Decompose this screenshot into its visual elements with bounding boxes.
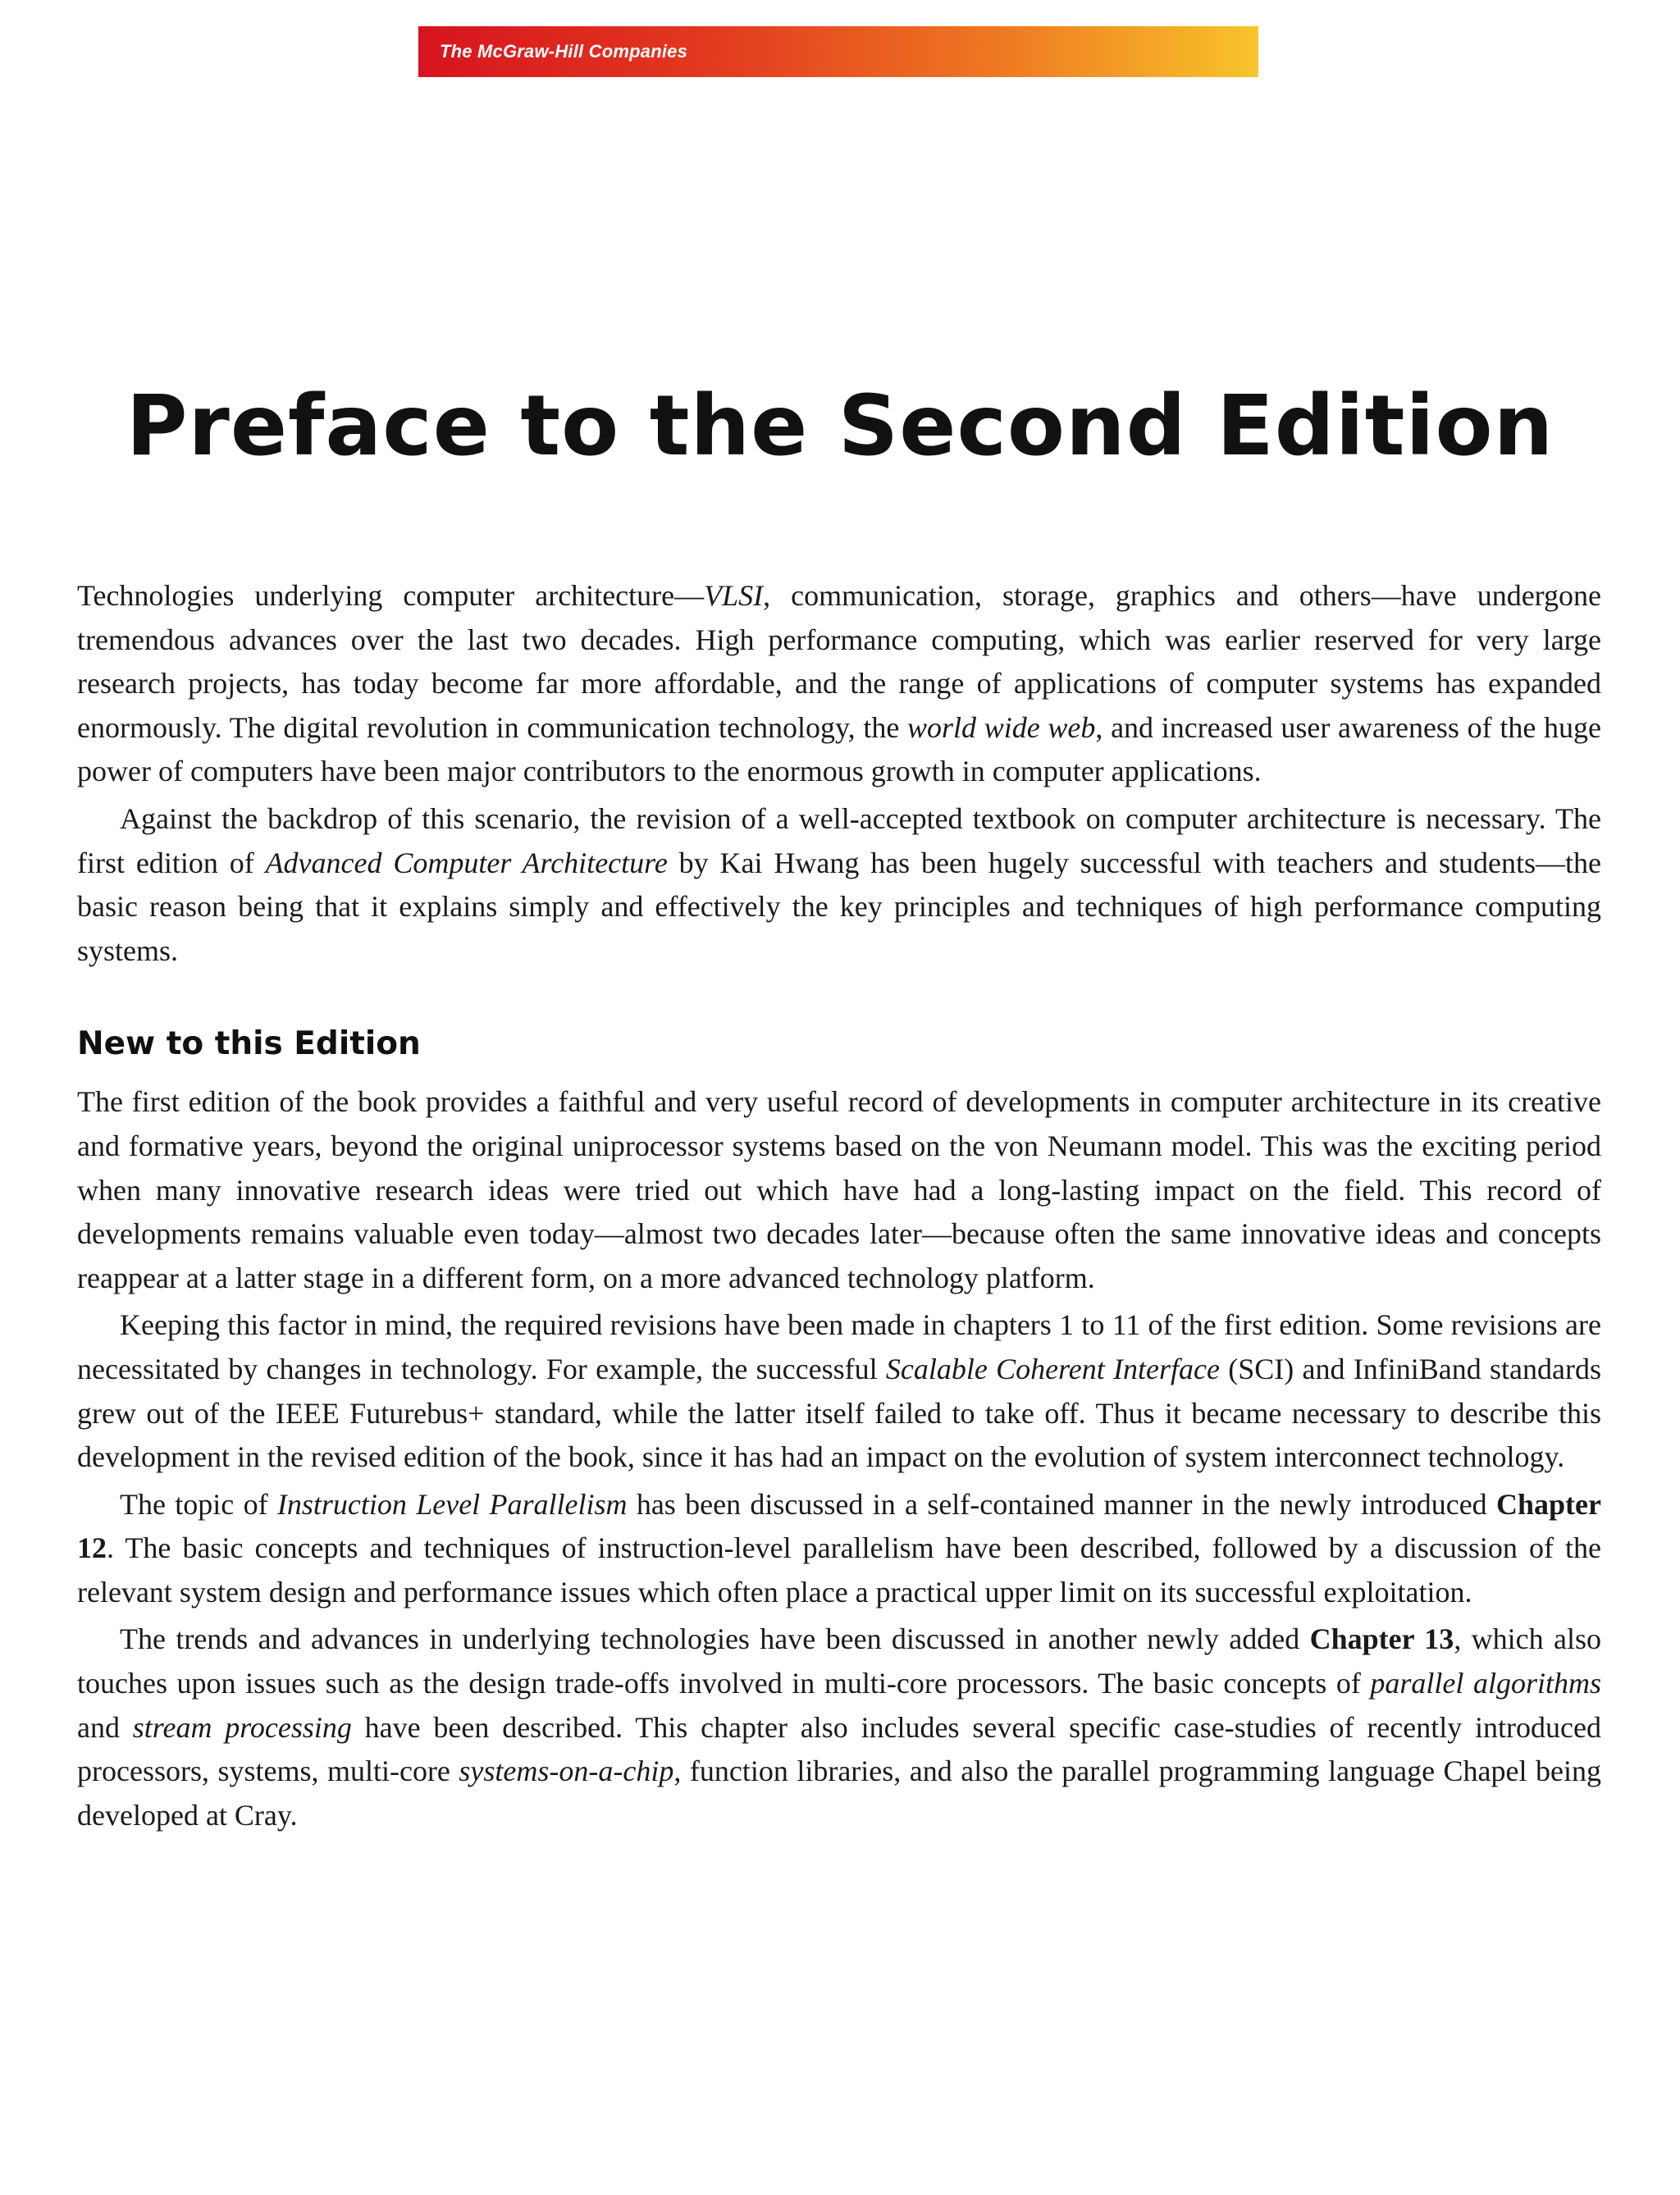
section-heading-new-edition: New to this Edition — [77, 1025, 421, 1063]
new-edition-paragraph-2: Keeping this factor in mind, the required revisions have been made in chapters 1 to 11 of the first edition. Some revisions are necessitated by changes in technology. For example, the successful Scalable Coherent Interface (SCI) and InfiniBand standards grew out of the IEEE Futurebus+ standard, while the latter itself failed to take off. Thus it became necessary to describe this development in the revised edition of the book, since it has had an impact on the evolution of system interconnect technology. — [77, 1308, 1602, 1474]
page-title: Preface to the Second Edition — [126, 377, 1554, 475]
new-edition-paragraph-3: The topic of Instruction Level Parallelism has been discussed in a self-contained manner in the newly introduced Chapter 12. The basic concepts and techniques of instruction-level parallelism have been described, followed by a discussion of the relevant system design and performance issues which often place a practical upper limit on its successful exploitation. — [77, 1487, 1601, 1609]
intro-paragraph-1: Technologies underlying computer architecture—VLSI, communication, storage, graphics and others—have undergone tremendous advances over the last two decades. High performance computing, which was earlier reserved for very large research projects, has today become far more affordable, and the range of applications of computer systems has expanded enormously. The digital revolution in communication technology, the world wide web, and increased user awareness of the huge power of computers have been major contributors to the enormous growth in computer applications. — [77, 579, 1601, 788]
intro-paragraph-2: Against the backdrop of this scenario, the revision of a well-accepted textbook on computer architecture is necessary. The first edition of Advanced Computer Architecture by Kai Hwang has been hugely successful with teachers and students—the basic reason being that it explains simply and effectively the key principles and techniques of high performance computing systems. — [77, 801, 1601, 967]
publisher-banner — [418, 26, 1258, 77]
preface-body — [77, 574, 1601, 1841]
new-edition-paragraph-4: The trends and advances in underlying technologies have been discussed in another newly added Chapter 13, which also touches upon issues such as the design trade-offs involved in multi-core processors. The basic concepts of parallel algorithms and stream processing have been described. This chapter also includes several specific case-studies of recently introduced processors, systems, multi-core systems-on-a-chip, function libraries, and also the parallel programming language Chapel being developed at Cray. — [77, 1622, 1602, 1832]
new-edition-paragraph-1: The first edition of the book provides a faithful and very useful record of developments in computer architecture in its creative and formative years, beyond the original uniprocessor systems based on the von Neumann model. This was the exciting period when many innovative research ideas were tried out which have had a long-lasting impact on the field. This record of developments remains valuable even today—almost two decades later—because often the same innovative ideas and concepts reappear at a latter stage in a different form, on a more advanced technology platform. — [77, 1085, 1601, 1294]
publisher-name: The McGraw-Hill Companies — [440, 41, 688, 62]
